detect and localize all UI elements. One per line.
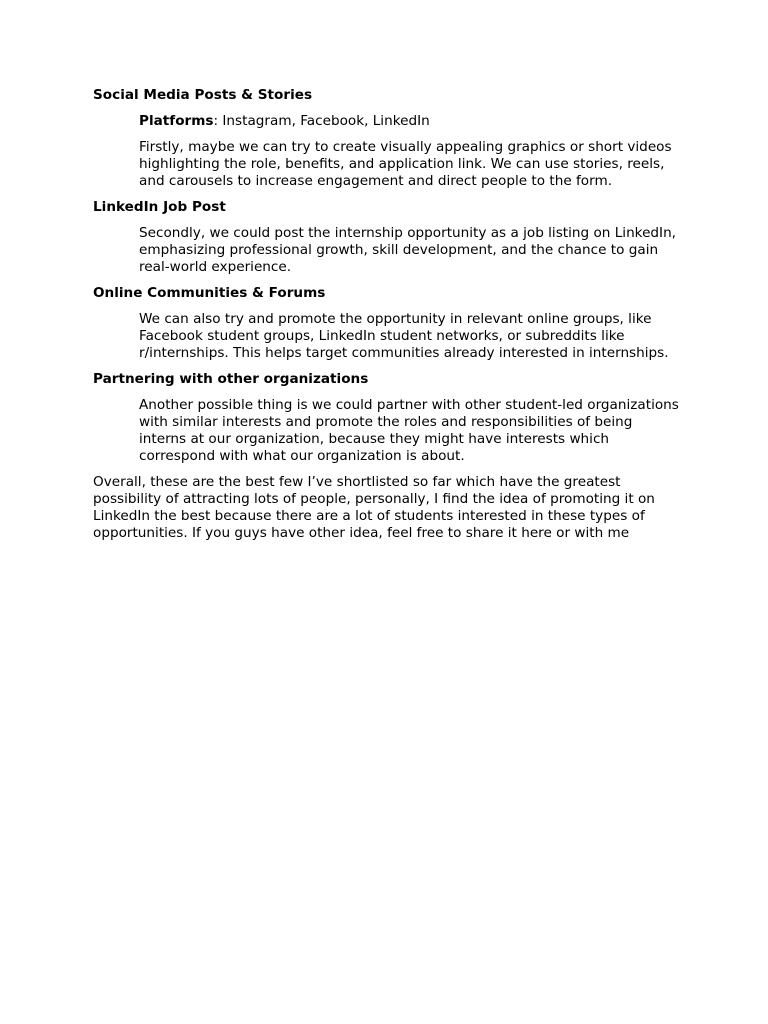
document-page: [93, 87, 683, 542]
platforms-label: Platforms: [139, 113, 214, 129]
partnering-paragraph: Another possible thing is we could partner with other student-led organizations with similar interests and promote the roles and responsibilities of being interns at our organization, because they might have interests which correspond with what our organization is about.: [139, 397, 679, 464]
platforms-value: : Instagram, Facebook, LinkedIn: [213, 113, 430, 129]
social-media-paragraph: Firstly, maybe we can try to create visually appealing graphics or short videos highlighting the role, benefits, and application link. We can use stories, reels, and carousels to increase engagement and direct people to the form.: [139, 139, 672, 189]
linkedin-job-post-paragraph: Secondly, we could post the internship opportunity as a job listing on LinkedIn, emphasizing professional growth, skill development, and the chance to gain real-world experience.: [139, 225, 677, 275]
section-body-online-communities: [139, 311, 683, 362]
section-body-social-media: [139, 113, 683, 190]
section-heading-linkedin-job-post: LinkedIn Job Post: [93, 199, 226, 215]
closing-paragraph: Overall, these are the best few I’ve shortlisted so far which have the greatest possibility of attracting lots of people, personally, I find the idea of promoting it on LinkedIn the best because there are a lot of students interested in these types of opportunities. If you guys have other idea, feel free to share it here or with me: [93, 474, 655, 541]
section-heading-online-communities: Online Communities & Forums: [93, 285, 326, 301]
online-communities-paragraph: We can also try and promote the opportunity in relevant online groups, like Facebook student groups, LinkedIn student networks, or subreddits like r/internships. This helps target communities already interested in internships.: [139, 311, 669, 361]
section-body-linkedin-job-post: [139, 225, 683, 276]
section-heading-partnering: Partnering with other organizations: [93, 371, 369, 387]
section-heading-social-media: Social Media Posts & Stories: [93, 87, 313, 103]
section-body-partnering: [139, 397, 683, 465]
platforms-line: [139, 113, 683, 130]
